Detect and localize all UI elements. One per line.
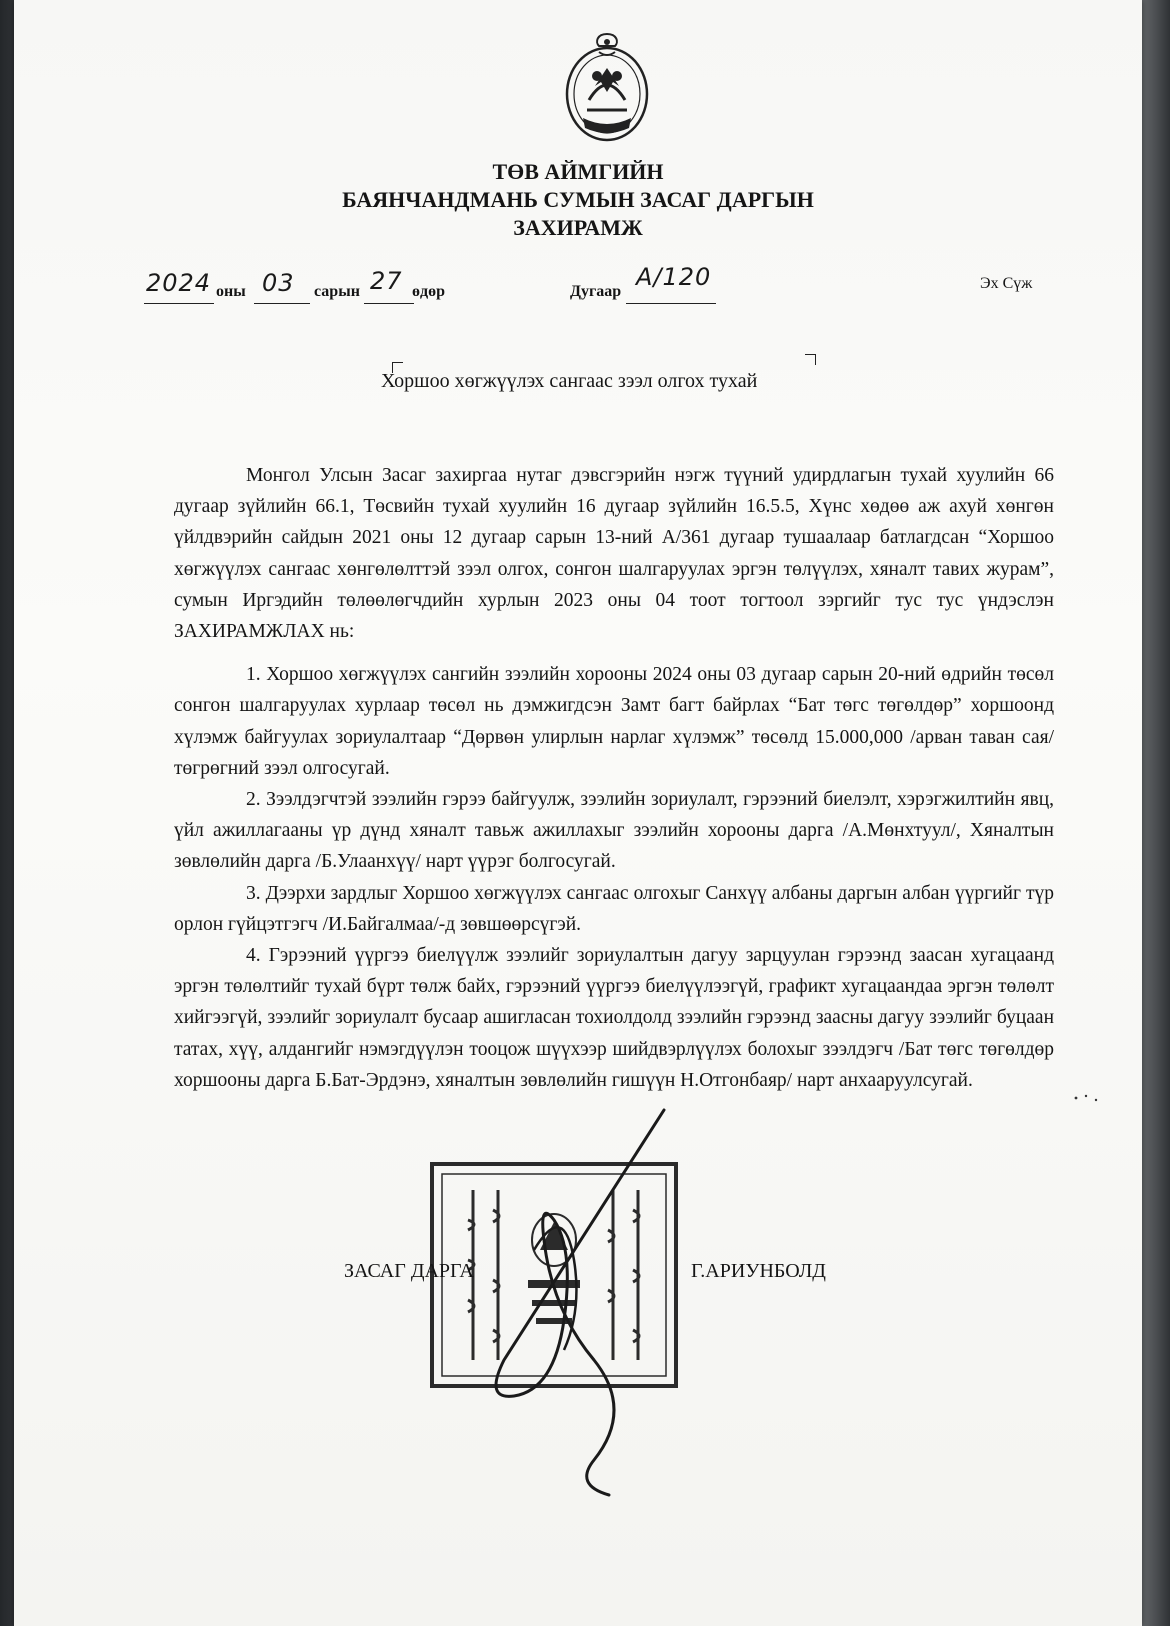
header-authority: БАЯНЧАНДМАНЬ СУМЫН ЗАСАГ ДАРГЫН bbox=[342, 187, 814, 212]
number-handwritten: А/120 bbox=[636, 263, 712, 291]
header-aimag: ТӨВ АЙМГИЙН bbox=[492, 159, 664, 184]
date-month-suffix: сарын bbox=[314, 283, 360, 300]
signatory-name: Г.АРИУНБОЛД bbox=[691, 1260, 826, 1282]
scan-speck bbox=[1072, 1092, 1102, 1112]
date-month-handwritten: 03 bbox=[262, 269, 295, 297]
handwritten-signature-icon bbox=[444, 1100, 704, 1500]
header-doc-type: ЗАХИРАМЖ bbox=[513, 215, 643, 240]
decree-body bbox=[174, 460, 1054, 1096]
date-year-suffix: оны bbox=[216, 283, 246, 300]
date-day-suffix: өдөр bbox=[412, 283, 445, 300]
preamble-paragraph: Монгол Улсын Засаг захиргаа нутаг дэвсгэрийн нэгж түүний удирдлагын тухай хуулийн 66 дугаар зүйлийн 66.1, Төсвийн тухай хуулийн 16 дугаар зүйлийн 16.5.5, Хүнс хөдөө аж ахуй хөнгөн үйлдвэрийн сайдын 2021 оны 12 дугаар сарын 13-ний А/361 дугаар тушаалаар батлагдсан “Хоршоо хөгжүүлэх сангаас хөнгөлөлттэй зээл олгох, сонгон шалгаруулах эргэн төлүүлэх, хяналт тавих журам”, сумын Иргэдийн төлөөлөгчдийн хурлын 2023 оны 04 тоот тогтоол зэргийг тус тус үндэслэн ЗАХИРАМЖЛАХ нь: bbox=[174, 465, 1054, 643]
number-label: Дугаар bbox=[570, 283, 622, 300]
decree-item: 1. Хоршоо хөгжүүлэх сангийн зээлийн хорооны 2024 оны 03 дугаар сарын 20-ний өдрийн төсөл сонгон шалгаруулах хурлаар төсөл нь дэмжигдсэн Замт багт байрлах “Бат төгс төгөлдөр” хоршоонд хүлэмж байгуулах зориулалтаар “Дөрвөн улирлын нарлаг хүлэмж” төсөлд 15.000,000 /арван таван сая/ төгрөгний зээл олгосугай. bbox=[174, 664, 1054, 779]
month-underline bbox=[254, 303, 310, 304]
date-year-handwritten: 2024 bbox=[146, 269, 212, 297]
decree-item: 4. Гэрээний үүргээ биелүүлж зээлийг зориулалтын дагуу зарцуулан гэрээнд заасан хугацаанд эргэн төлөлтийг тухай бүрт төлж байх, гэрээний үүргээ биелүүлээгүй, графикт хугацаандаа эргэн төлөлт хийгээгүй, зээлийг зориулалт бусаар ашигласан тохиолдолд зээлийн гэрээнд заасны дагуу зээлийг буцаан татах, хүү, алдангийг нэмэгдүүлэн тооцож шүүхээр шийдвэрлүүлэх болохыг зээлдэгч /Бат төгс төгөлдөр хоршооны дарга Б.Бат-Эрдэнэ, хяналтын зөвлөлийн гишүүн Н.Отгонбаяр/ нарт анхааруулсугай. bbox=[174, 945, 1054, 1091]
decree-item: 2. Зээлдэгчтэй зээлийн гэрээ байгуулж, зээлийн зориулалт, гэрээний биелэлт, хэрэгжилтийн явц, үйл ажиллагааны үр дүнд хяналт тавьж ажиллахыг зээлийн хорооны дарга /А.Мөнхтуул/, Хяналтын зөвлөлийн дарга /Б.Улаанхүү/ нарт үүрэг болгосугай. bbox=[174, 789, 1054, 873]
decree-title: Хоршоо хөгжүүлэх сангаас зээл олгох тухай bbox=[381, 370, 758, 392]
document-page bbox=[14, 0, 1142, 1626]
decree-item: 3. Дээрхи зардлыг Хоршоо хөгжүүлэх сангаас олгохыг Санхүү албаны даргын албан үүргийг түр орлон гүйцэтгэгч /И.Байгалмаа/-д зөвшөөрсүгэй. bbox=[174, 882, 1054, 935]
state-emblem-icon bbox=[559, 30, 655, 148]
day-underline bbox=[364, 303, 414, 304]
date-number-row bbox=[14, 265, 1142, 305]
year-underline bbox=[144, 303, 214, 304]
signatory-position: ЗАСАГ ДАРГА bbox=[344, 1260, 474, 1282]
issuing-authority-header bbox=[14, 158, 1142, 242]
date-day-handwritten: 27 bbox=[370, 267, 403, 295]
title-bracket-right bbox=[805, 354, 816, 365]
number-underline bbox=[626, 303, 716, 304]
issue-place: Эх Сүж bbox=[980, 275, 1033, 292]
